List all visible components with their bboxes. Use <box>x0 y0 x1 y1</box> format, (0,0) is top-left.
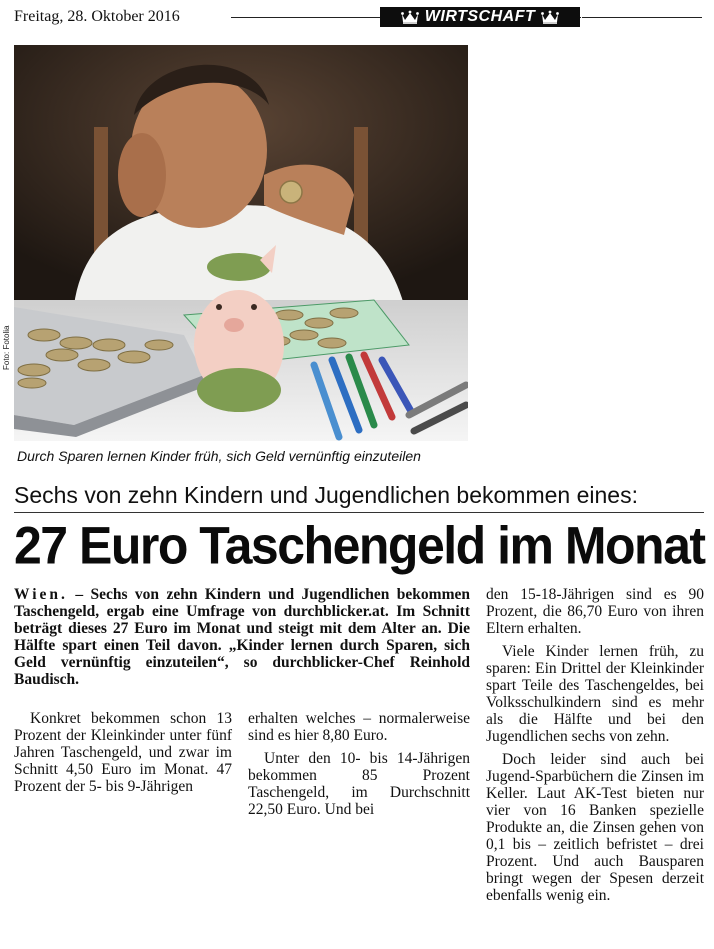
page-header <box>0 0 714 36</box>
lead-text: – Sechs von zehn Kindern und Jugendlichen bekommen Taschengeld, ergab eine Umfrage von durchblicker.at. Im Schnitt beträgt dieses 27 Euro im Monat und steigt mit dem Alter an. Die Hälfte spart einen Teil davon. „Kinder lernen durch Sparen, sich Geld vernünftig einzuteilen“, so durchblicker-Chef Reinhold Baudisch. <box>14 586 470 688</box>
paragraph: Konkret bekommen schon 13 Prozent der Kleinkinder unter fünf Jahren Taschengeld, und zwar im Schnitt 4,50 Euro im Monat. 47 Prozent der 5- bis 9-Jährigen <box>14 710 232 795</box>
article-column-2 <box>248 710 470 818</box>
article-kicker: Sechs von zehn Kindern und Jugendlichen bekommen eines: <box>14 482 638 508</box>
paragraph: den 15-18-Jährigen sind es 90 Prozent, die 86,70 Euro von ihren Eltern erhalten. <box>486 586 704 637</box>
crown-icon <box>401 10 419 24</box>
crown-icon <box>541 10 559 24</box>
issue-date: Freitag, 28. Oktober 2016 <box>14 8 180 25</box>
article-column-3 <box>486 586 704 904</box>
article-lead <box>14 586 470 688</box>
section-title: WIRTSCHAFT <box>424 8 536 25</box>
article-photo <box>14 45 468 441</box>
header-rule-right <box>582 17 702 18</box>
lead-city: Wien. <box>14 586 68 603</box>
article-column-1 <box>14 710 232 795</box>
headline-rule-top <box>14 512 704 513</box>
paragraph: Doch leider sind auch bei Jugend-Sparbüchern die Zinsen im Keller. Laut AK-Test bieten nur vier von 16 Banken spezielle Produkte an, die Zinsen gehen von 0,1 bis – zeitlich befristet – drei Prozent. Und auch Bausparen bringt wegen der Spesen derzeit ebenfalls wenig ein. <box>486 751 704 904</box>
paragraph: Unter den 10- bis 14-Jährigen bekommen 85 Prozent Taschengeld, im Durchschnitt 22,50 Euro. Und bei <box>248 750 470 818</box>
photo-credit: Foto: Fotolia <box>2 325 11 370</box>
article-headline: 27 Euro Taschengeld im Monat <box>14 516 705 575</box>
section-label <box>380 7 580 27</box>
photo-illustration <box>14 45 468 441</box>
paragraph: erhalten welches – normalerweise sind es hier 8,80 Euro. <box>248 710 470 744</box>
photo-caption: Durch Sparen lernen Kinder früh, sich Geld vernünftig einzuteilen <box>17 448 421 464</box>
paragraph: Viele Kinder lernen früh, zu sparen: Ein Drittel der Kleinkinder spart Teile des Taschengeldes, bei Volksschulkindern sind es mehr als die Hälfte und bei den Jugendlichen sechs von zehn. <box>486 643 704 745</box>
